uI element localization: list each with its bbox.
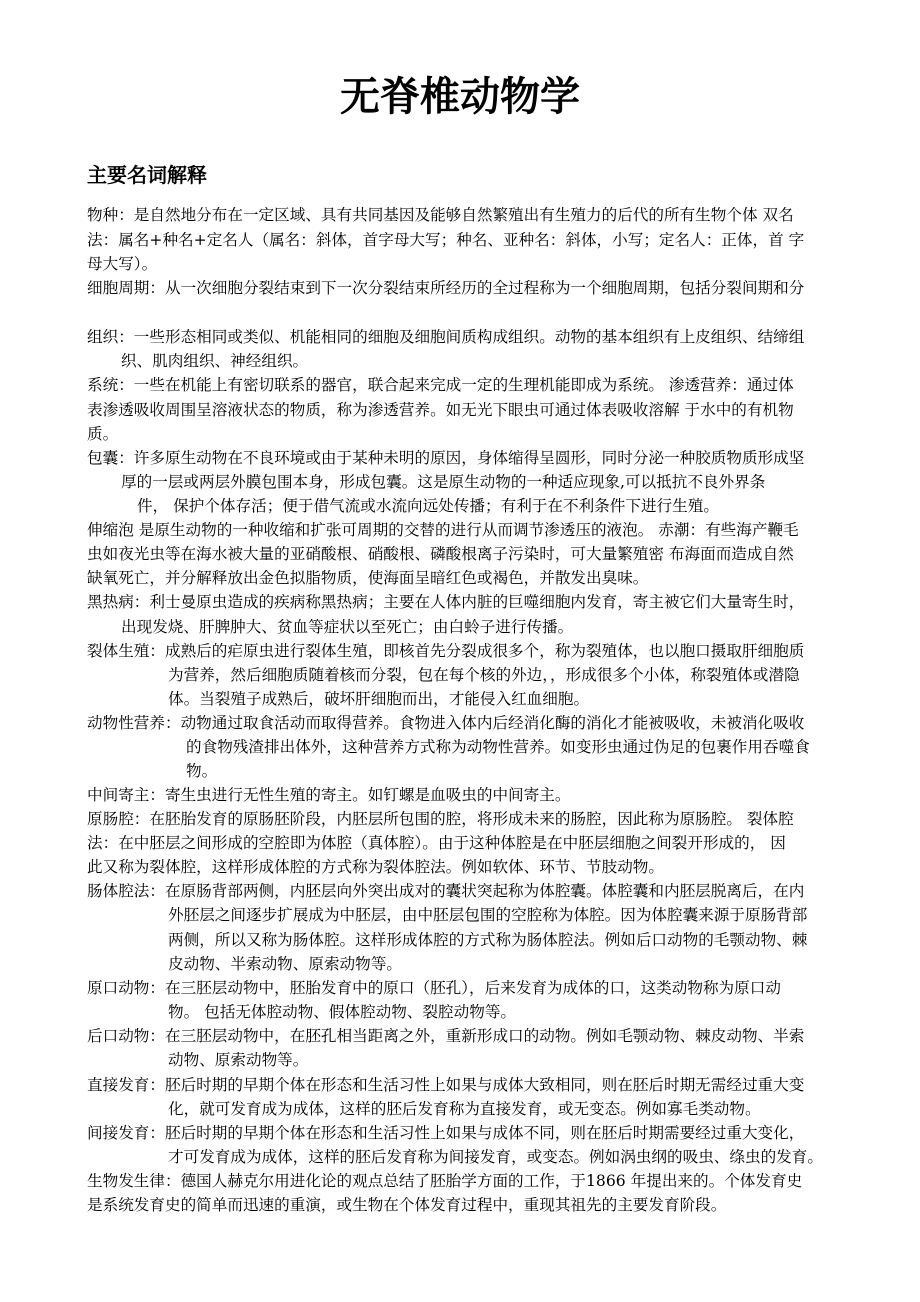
text-line: 动物、原索动物等。 [168,1051,309,1069]
text-line: 为营养，然后细胞质随着核而分裂，包在每个核的外边，，形成很多个小体，称裂殖体或潜隐 [168,666,800,684]
text-line: 表渗透吸收周围呈溶液状态的物质，称为渗透营养。如无光下眼虫可通过体表吸收溶解 于水中的有机物 [87,401,794,419]
text-line: 物种：是自然地分布在一定区域、具有共同基因及能够自然繁殖出有生殖力的后代的所有生物个体 双名 [87,206,794,224]
text-line: 物。 [186,762,218,780]
text-line: 包囊：许多原生动物在不良环境或由于某种未明的原因，身体缩得呈圆形，同时分泌一种胶质物质形成坚 [87,449,805,467]
text-line: 肠体腔法：在原肠背部两侧，内胚层向外突出成对的囊状突起称为体腔囊。体腔囊和内胚层脱离后，在内 [87,882,805,900]
text-line: 虫如夜光虫等在海水被大量的亚硝酸根、硝酸根、磷酸根离子污染时，可大量繁殖密 布海面而造成自然 [87,545,794,563]
text-line: 组织：一些形态相同或类似、机能相同的细胞及细胞间质构成组织。动物的基本组织有上皮组织、结缔组 [87,328,805,346]
text-line: 物。 包括无体腔动物、假体腔动物、裂腔动物等。 [168,1003,517,1021]
text-line: 法：在中胚层之间形成的空腔即为体腔（真体腔）。由于这种体腔是在中胚层细胞之间裂开形成的， 因 [87,834,786,852]
text-line: 织、肌肉组织、神经组织。 [121,352,309,370]
section-heading: 主要名词解释 [87,163,207,187]
text-line: 系统：一些在机能上有密切联系的器官，联合起来完成一定的生理机能即成为系统。 渗透营养：通过体 [87,376,794,394]
text-line: 件， 保护个体存活；便于借气流或水流向远处传播；有利于在不利条件下进行生殖。 [137,497,719,515]
text-line: 外胚层之间逐步扩展成为中胚层，由中胚层包围的空腔称为体腔。因为体腔囊来源于原肠背部 [168,906,808,924]
text-line: 是系统发育史的简单而迅速的重演，或生物在个体发育过程中，重现其祖先的主要发育阶段。 [87,1196,727,1214]
text-line: 中间寄主：寄生虫进行无性生殖的寄主。如钉螺是血吸虫的中间寄主。 [87,786,571,804]
text-line: 直接发育：胚后时期的早期个体在形态和生活习性上如果与成体大致相同，则在胚后时期无需经过重大变 [87,1076,805,1094]
document-title: 无脊椎动物学 [340,74,580,120]
text-line: 伸缩泡 是原生动物的一种收缩和扩张可周期的交替的进行从而调节渗透压的液泡。 赤潮：有些海产鞭毛 [87,521,799,539]
text-line: 母大写）。 [87,255,158,273]
text-line: 动物性营养：动物通过取食活动而取得营养。食物进入体内后经消化酶的消化才能被吸收，未被消化吸收 [87,714,805,732]
text-line: 皮动物、半索动物、原索动物等。 [168,955,402,973]
text-line: 体。当裂殖子成熟后，破坏肝细胞而出，才能侵入红血细胞。 [168,690,590,708]
text-line: 后口动物：在三胚层动物中，在胚孔相当距离之外，重新形成口的动物。例如毛颚动物、棘皮动物、半索 [87,1027,805,1045]
text-line: 间接发育：胚后时期的早期个体在形态和生活习性上如果与成体不同，则在胚后时期需要经过重大变化， [87,1124,805,1142]
text-line: 两侧，所以又称为肠体腔。这样形成体腔的方式称为肠体腔法。例如后口动物的毛颚动物、棘 [168,931,808,949]
text-line: 原肠腔：在胚胎发育的原肠胚阶段，内胚层所包围的腔，将形成未来的肠腔，因此称为原肠腔。 裂体腔 [87,810,794,828]
text-line: 厚的一层或两层外膜包围本身，形成包囊。这是原生动物的一种适应现象,可以抵抗不良外界条 [121,473,766,491]
text-line: 质。 [87,425,119,443]
text-line: 出现发烧、肝脾肿大、贫血等症状以至死亡；由白蛉子进行传播。 [121,618,574,636]
text-line: 的食物残渣排出体外，这种营养方式称为动物性营养。如变形虫通过伪足的包裹作用吞噬食 [186,738,810,756]
text-line: 缺氧死亡，并分解释放出金色拟脂物质，使海面呈暗红色或褐色，并散发出臭味。 [87,569,649,587]
text-line: 生物发生律：德国人赫克尔用进化论的观点总结了胚胎学方面的工作，于1866 年提出来的。个体发育史 [87,1172,803,1190]
text-line: 原口动物：在三胚层动物中，胚胎发育中的原口（胚孔），后来发育为成体的口，这类动物称为原口动 [87,979,781,997]
text-line: 黑热病：利士曼原虫造成的疾病称黑热病；主要在人体内脏的巨噬细胞内发育，寄主被它们大量寄生时， [87,593,805,611]
text-line: 法：属名+种名+定名人（属名：斜体，首字母大写；种名、亚种名：斜体，小写；定名人：正体，首 字 [87,231,805,249]
text-line: 裂体生殖：成熟后的疟原虫进行裂体生殖，即核首先分裂成很多个，称为裂殖体，也以胞口摄取肝细胞质 [87,642,805,660]
text-line: 此又称为裂体腔，这样形成体腔的方式称为裂体腔法。例如软体、环节、节肢动物。 [87,858,664,876]
text-line: 化，就可发育成为成体，这样的胚后发育称为直接发育，或无变态。例如寡毛类动物。 [168,1100,761,1118]
text-line: 才可发育成为成体，这样的胚后发育称为间接发育，或变态。例如涡虫纲的吸虫、绦虫的发育。 [168,1148,823,1166]
text-line: 细胞周期：从一次细胞分裂结束到下一次分裂结束所经历的全过程称为一个细胞周期，包括分裂间期和分 [87,279,805,297]
